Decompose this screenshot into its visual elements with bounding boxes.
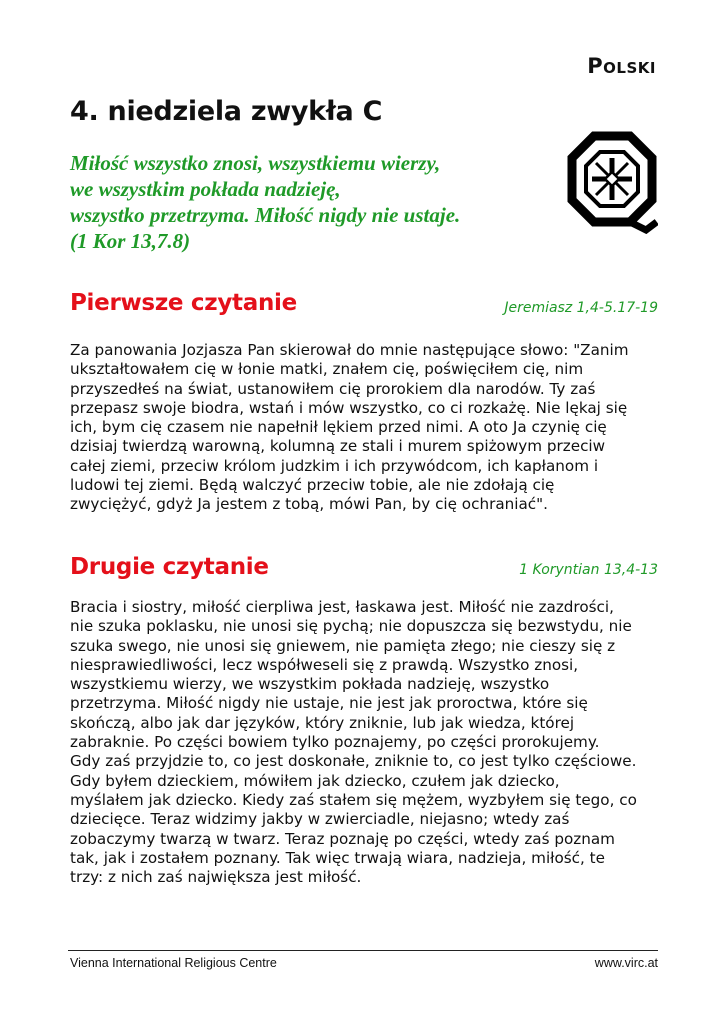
- text-line: myślałem jak dziecko. Kiedy zaś stałem się mężem, wyzbyłem się tego, co: [70, 790, 637, 809]
- text-line: ludowi tej ziemi. Będą walczyć przeciw tobie, ale nie zdołają cię: [70, 476, 555, 495]
- text-line: Gdy byłem dzieckiem, mówiłem jak dziecko, czułem jak dziecko,: [70, 771, 560, 790]
- reading2-title: Drugie czytanie: [70, 554, 269, 580]
- page-title: 4. niedziela zwykła C: [70, 96, 383, 127]
- text-line: wszystkiemu wierzy, we wszystkim pokłada nadzieję, wszystko: [70, 675, 550, 694]
- text-line: przyszedłeś na świat, ustanowiłem cię prorokiem dla narodów. Ty zaś: [70, 379, 596, 398]
- reading1-reference: Jeremiasz 1,4-5.17-19: [504, 300, 658, 316]
- reading1-title: Pierwsze czytanie: [70, 290, 297, 316]
- text-line: ukształtowałem cię w łonie matki, znałem cię, poświęciłem cię, nim: [70, 360, 584, 379]
- text-line: Za panowania Jozjasza Pan skierował do mnie następujące słowo: "Zanim: [70, 341, 629, 359]
- text-line: nie szuka poklasku, nie unosi się pychą; nie dopuszcza się bezwstydu, nie: [70, 617, 632, 636]
- text-line: niesprawiedliwości, lecz współweseli się z prawdą. Wszystko znosi,: [70, 655, 579, 674]
- language-label: Polski: [587, 54, 656, 78]
- quote-citation: (1 Kor 13,7.8): [70, 229, 191, 253]
- text-line: przepasz swoje biodra, wstań i mów wszystko, co ci rozkażę. Nie lękaj się: [70, 398, 628, 417]
- text-line: całej ziemi, przeciw królom judzkim i ich przywódcom, ich kapłanom i: [70, 456, 599, 475]
- reading2-text: [70, 598, 670, 887]
- virc-logo-icon: [566, 130, 658, 234]
- footer-divider: [68, 950, 658, 951]
- text-line: Bracia i siostry, miłość cierpliwa jest, łaskawa jest. Miłość nie zazdrości,: [70, 598, 614, 616]
- text-line: zabraknie. Po części bowiem tylko poznajemy, po części prorokujemy.: [70, 733, 600, 752]
- text-line: szuka swego, nie unosi się gniewem, nie pamięta złego; nie cieszy się z: [70, 636, 616, 655]
- text-line: Gdy zaś przyjdzie to, co jest doskonałe, zniknie to, co jest tylko częściowe.: [70, 752, 637, 771]
- footer-website-link[interactable]: www.virc.at: [594, 956, 658, 970]
- text-line: zwyciężyć, gdyż Ja jestem z tobą, mówi Pan, by cię ochraniać".: [70, 495, 548, 514]
- reading2-reference: 1 Koryntian 13,4-13: [519, 562, 658, 578]
- reading1-text: [70, 341, 670, 515]
- text-line: ich, bym cię czasem nie napełnił lękiem przed nimi. A oto Ja czynię cię: [70, 418, 607, 437]
- quote-line: Miłość wszystko znosi, wszystkiemu wierzy,: [70, 151, 441, 175]
- quote-line: we wszystkim pokłada nadzieję,: [70, 177, 341, 201]
- text-line: tak, jak i zostałem poznany. Tak więc trwają wiara, nadzieja, miłość, te: [70, 848, 605, 867]
- text-line: skończą, albo jak dar języków, który zniknie, lub jak wiedza, której: [70, 713, 575, 732]
- quote-block: [70, 150, 540, 254]
- quote-line: wszystko przetrzyma. Miłość nigdy nie ustaje.: [70, 203, 461, 227]
- text-line: dzisiaj twierdzą warowną, kolumną ze stali i murem spiżowym przeciw: [70, 437, 606, 456]
- text-line: przetrzyma. Miłość nigdy nie ustaje, nie jest jak proroctwa, które się: [70, 694, 588, 713]
- text-line: dziecięce. Teraz widzimy jakby w zwierciadle, niejasno; wtedy zaś: [70, 810, 570, 829]
- text-line: trzy: z nich zaś największa jest miłość.: [70, 868, 362, 887]
- text-line: zobaczymy twarzą w twarz. Teraz poznaję po części, wtedy zaś poznam: [70, 829, 615, 848]
- footer-organization: Vienna International Religious Centre: [70, 956, 277, 970]
